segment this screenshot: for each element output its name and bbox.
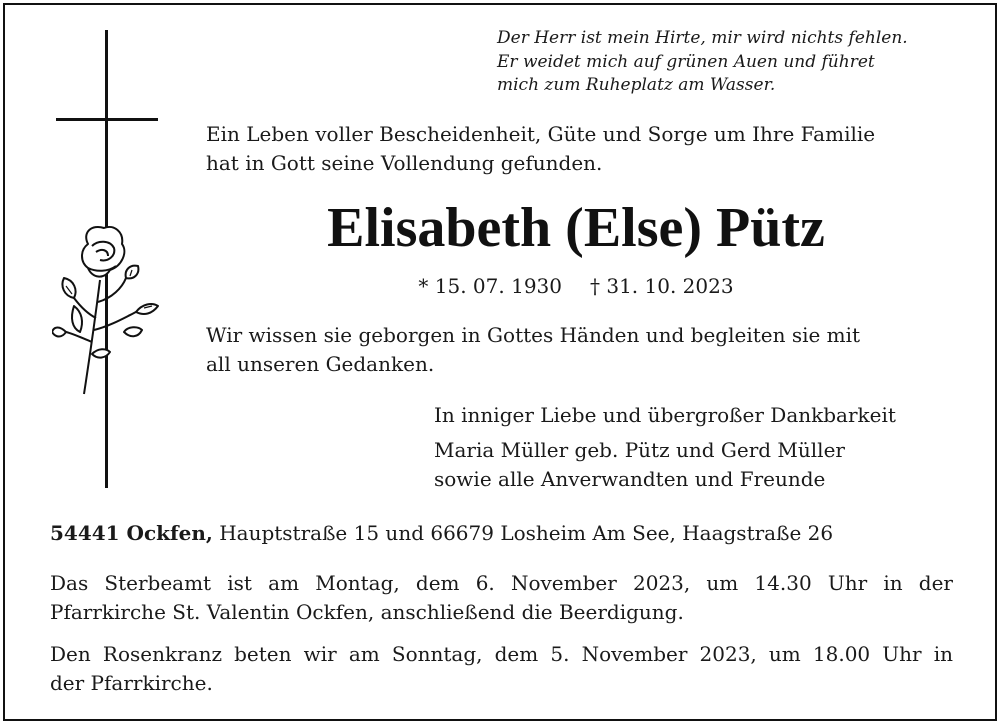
psalm-line-3: mich zum Ruheplatz am Wasser. xyxy=(497,75,776,95)
rosary-line-2: der Pfarrkirche. xyxy=(50,671,213,695)
rose-icon xyxy=(52,222,162,400)
life-dates xyxy=(206,272,946,300)
address-streets: Hauptstraße 15 und 66679 Losheim Am See, Haagstraße 26 xyxy=(212,521,834,545)
thought-line-1: Wir wissen sie geborgen in Gottes Händen und begleiten sie mit xyxy=(206,323,861,347)
intro-line-2: hat in Gott seine Vollendung gefunden. xyxy=(206,151,603,175)
address-line xyxy=(50,518,970,548)
rosary-notice xyxy=(50,640,953,698)
death-date: † 31. 10. 2023 xyxy=(590,274,734,298)
intro-text xyxy=(206,120,966,178)
family-line-1: In inniger Liebe und übergroßer Dankbarkeit xyxy=(434,403,896,427)
family-line-3: sowie alle Anverwandten und Freunde xyxy=(434,467,826,491)
family-line-2: Maria Müller geb. Pütz und Gerd Müller xyxy=(434,438,845,462)
psalm-line-1: Der Herr ist mein Hirte, mir wird nichts fehlen. xyxy=(497,28,908,48)
thought-line-2: all unseren Gedanken. xyxy=(206,352,435,376)
service-notice xyxy=(50,569,953,627)
thought-text xyxy=(206,321,966,379)
rosary-line-1: Den Rosenkranz beten wir am Sonntag, dem 5. November 2023, um 18.00 Uhr in xyxy=(50,642,953,666)
service-line-2: Pfarrkirche St. Valentin Ockfen, anschließend die Beerdigung. xyxy=(50,600,684,624)
family-block xyxy=(434,401,974,494)
birth-date: * 15. 07. 1930 xyxy=(418,274,562,298)
service-line-1: Das Sterbeamt ist am Montag, dem 6. November 2023, um 14.30 Uhr in der xyxy=(50,571,953,595)
psalm-quote xyxy=(497,27,967,98)
intro-line-1: Ein Leben voller Bescheidenheit, Güte und Sorge um Ihre Familie xyxy=(206,122,876,146)
address-town: 54441 Ockfen, xyxy=(50,521,213,545)
psalm-line-2: Er weidet mich auf grünen Auen und führet xyxy=(497,51,875,72)
deceased-name: Elisabeth (Else) Pütz xyxy=(327,197,825,259)
